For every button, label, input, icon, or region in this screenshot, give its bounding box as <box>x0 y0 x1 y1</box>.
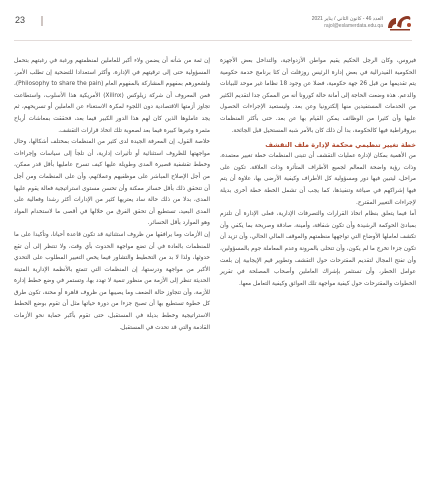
section-heading: خطة تغيير تنظيمي محكمة لإدارة ملف التقشف <box>265 141 416 150</box>
magazine-logo-icon <box>384 12 414 32</box>
page-number-divider <box>41 16 43 26</box>
paragraph: إن ثمة من شأنه أن يضمن ولاء أكبر للعاملين لمنظمتهم ورغبة في رغبتهم بتحمل المسؤولية حتى إلى ترقيتهم في الإدارة، وأكثر استعدادا للتضحية إن تطلب الأمر، ولشعورهم بمفهوم المشاركة بالمفهوم العام (Philosophy to share the pain)، فمن المعروف أن شركة زيلوكس (Xilinx) الأمريكية هذا الأسلوب، واستطاعت تجاوز أزمتها الاقتصادية دون اللجوء لمكرة الاستغناء عن العاملين أو تسريحهم، ثم يجد عاملوها الذين كان لهم هذا الدور الكبير فيما بعد، فحققت بمعاشات أرباح مثمرة وغيرها كبيرة فيما بعد لصعوبة تلك اتخاذ قرارات التقشف. <box>14 58 211 134</box>
paragraph: من الأهمية بمكان لإدارة عمليات التقشف أن تتبنى المنظمات خطة تغيير معتمدة، وذات رؤية واضحة المعالم لجميع الأطراف المتأثرة وذات العلاقة. تكون على مراحل، ليتبين فيها دور ومسؤولية كل الأطراف وكيفية الأرضى بها، علاوة أن يتم فيها إشراكهم في صياغة وتنفيذها، كما يجب أن تشمل الخطة خطة أخرى بديلة لإجراءات التغيير المقترح. <box>220 153 416 206</box>
page-number: 23 <box>15 15 26 25</box>
page-header <box>0 0 426 40</box>
article-column-right <box>220 56 416 480</box>
header-rule <box>14 40 412 41</box>
contact-email: rajol@eslamerdata.edu.qa <box>324 23 383 29</box>
issue-line: العدد 46 - كانون الثاني / يناير 2021 <box>311 16 383 22</box>
paragraph: خلاصة القول، إن المعرفة الجيدة لدى كثير من المنظمات بمختلف أشكالها، وحال مواجهتها للظروف استثنائية أو تأثيرات إدارية، أن تلجأ إلى سياسات وإجراءات وخطط تقشفية قصيرة المدى وطويلة عليها كيف تسرح عامليها بأقل قدر ممكن، من أجل الإصلاح المباشر على موظفيهم وعملائهم، وأن على المنظمات ومن أجل أن تتحقق ذلك بأقل خسائر ممكنة وأن تحسن مستوى استراتيجية فعالة يقوم عليها المدى، بدلا من ذلك حالة ساد يعتريها كثير من الإدارات أكثر رشدا وفعالية على المدى البعيد، تستطيع أن تحقق الفرق من خلالها في أقصى ما لاستخدام المواد وهو الموارد بأقل الخسائر. <box>14 139 210 227</box>
paragraph: فيروس، وكان الرجل الحكيم يقيم مواطن الأزدواجية، والتداخل بعض الأجهزة الحكومية الفيدرالية في بعض إدارة الرئيس روزفلت أن كثا برنامج خدمة حكومية يتم تقديمها من قبل 26 جهة حكومية، فضلا عن وجود 18 نظاما غير موحد للبيانات والدعم. هذه وضعت الحاجة إلى أمانة حالة كورونا أنه من الممكن جدا لتقديم الكثير من الخدمات المستفيدين منها إلكترونيا وعن بعد. وليستعيد الإجراءات الحصول عليها وأن كثيرا من الوظائف يمكن القيام بها عن بعد. حتى بأكثر المنظمات بيروقراطية فيها كالحكومة، بدا أن ذلك كان بالأمر شبه المستحيل قبل الجائحة. <box>220 58 417 134</box>
issue-info <box>283 16 383 30</box>
paragraph: أما فيما يتعلق بنظام اتخاذ القرارات والتصرفات الإدارية، فعلى الإدارة أن تلتزم بمبادئ الحوكمة الرشيدة وأن تكون شفافة، وأمينة، صادقة وصريحة بما يكفي وأن تكشف لعاملها الأوضاع التي تواجهها منظمتهم والموقف المالي الحالي، وأن تزيد أن تكون جزءا تخرج ما لم يكون، وأن تتحلى بالمرونة وعدم المعاملة جوم بالمسؤولين، وأن تفتح المجال لتقديم المقترحات حول التقشف وتطوير قيم الإيجابية إن بلغت عوامل الخطر، وأن تستثمر بإشراك العاملين وأصحاب المصلحة في تقرير الخطوات والمقترحات حول كيفية مواجهة تلك العوائق وكيفية التعامل معها. <box>220 211 416 287</box>
article-column-left <box>14 56 210 480</box>
paragraph: إن الأزمات وما يرافقها من ظروف استثنائية قد تكون قاعدة أحيانا، وتأكيدا على ما للمنظمات بالعادة في أن تضع مواجهة الحدوث بأي وقت، ولا تنتظر إلى أن تقع حدوثها، ولذا لا بد من التخطيط والتشاور فيما يخص التغيير المطلوب على التحدي الأكبر من مواجهة ودرستها، إن المنظمات التي تتمتع بالأنظمة الإدارية المتينة الحديثة تنظر إلى الأزمة من منظور تنمية لا تهدد بها، وتستمر في وضع خطط إدارة للأزمة، وأن تتجاوز حالة الضعف وما يصيبها من ظروف قاهرة أو محنة، تكون طرق كل خطوة تستطيع بها أن تصبح جزءا من دورة حياتها مثل أن تقوم بوضع الخطط الاستراتيجية وخطط بديلة في المستقبل، حتى تقوم بأكبر حماية نحو الأزمات القادمة والتي قد تحدث في المستقبل. <box>14 231 210 331</box>
magazine-logo <box>384 12 414 32</box>
